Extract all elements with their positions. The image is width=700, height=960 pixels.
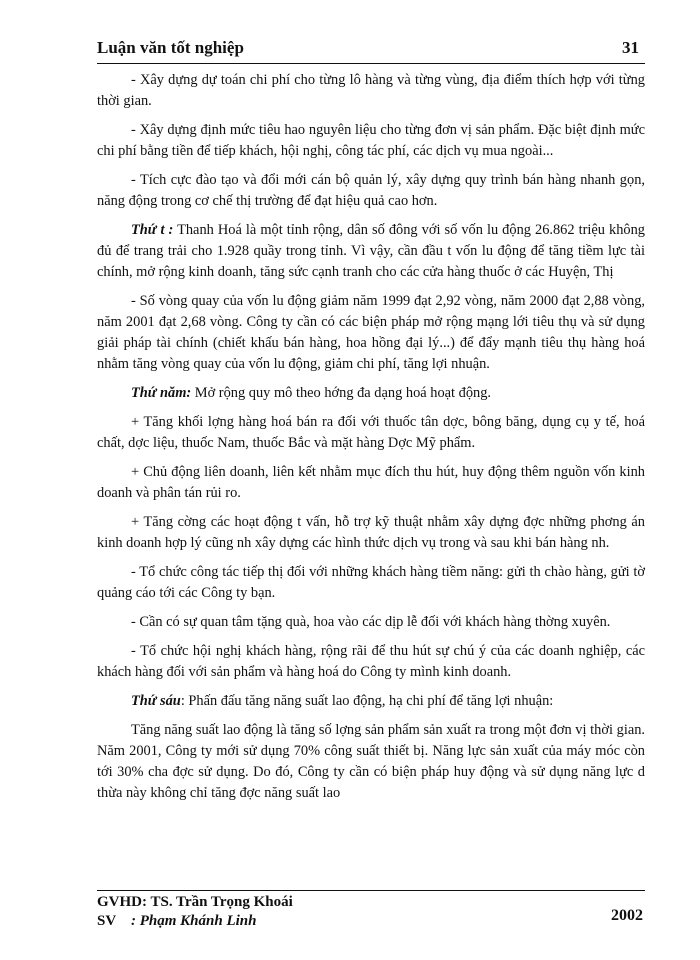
paragraph-thu-nam: Thứ năm: Mở rộng quy mô theo hớng đa dạng hoá hoạt động.: [131, 385, 491, 401]
student-label: SV: [97, 913, 117, 929]
paragraph: - Số vòng quay của vốn lu động giảm năm 1999 đạt 2,92 vòng, năm 2000 đạt 2,88 vòng, năm 2001 đạt 2,68 vòng. Công ty cần có các biện pháp mở rộng mạng lới tiêu thụ và sử dụng giải pháp tài chính (chiết khấu bán hàng, hoa hồng đại lý...) để đẩy mạnh tiêu thụ hàng hoá nhằm tăng vòng quay của vốn lu động, giảm chi phí, tăng lợi nhuận.: [97, 293, 645, 372]
footer-year: 2002: [611, 907, 643, 924]
page-number: 31: [622, 38, 639, 57]
header-divider: [97, 63, 645, 64]
paragraph: - Cần có sự quan tâm tặng quà, hoa vào các dịp lễ đối với khách hàng thờng xuyên.: [131, 614, 611, 630]
paragraph-thu-tu: Thứ t : Thanh Hoá là một tỉnh rộng, dân số đông với số vốn lu động 26.862 triệu không đủ để trang trải cho 1.928 quầy trong tỉnh. Vì vậy, cần đầu t vốn lu động để tăng tiềm lực tài chính, mở rộng kinh doanh, tăng sức cạnh tranh cho các cửa hàng thuốc ở các Huyện, Thị: [97, 222, 646, 280]
paragraph: - Tổ chức hội nghị khách hàng, rộng rãi để thu hút sự chú ý của các doanh nghiệp, các khách hàng đối với sản phẩm và hàng hoá do Công ty mình kinh doanh.: [97, 643, 645, 680]
paragraph: + Tăng cờng các hoạt động t vấn, hỗ trợ kỹ thuật nhằm xây dựng đợc những phơng án kinh doanh hợp lý cũng nh xây dựng các hình thức dịch vụ trong và sau khi bán hàng nh.: [97, 514, 645, 551]
supervisor-line: GVHD: TS. Trần Trọng Khoái: [97, 894, 293, 910]
paragraph-thu-sau: Thứ sáu: Phấn đấu tăng năng suất lao động, hạ chi phí để tăng lợi nhuận:: [131, 693, 554, 709]
page-header: [97, 38, 639, 64]
document-title: Luận văn tốt nghiệp: [97, 38, 244, 57]
student-line: [97, 912, 645, 931]
section-lead: Thứ sáu: [131, 693, 181, 709]
page-footer: [97, 893, 645, 931]
footer-divider: [97, 890, 645, 891]
paragraph: - Xây dựng dự toán chi phí cho từng lô hàng và từng vùng, địa điểm thích hợp với từng thời gian.: [97, 72, 645, 109]
section-lead: Thứ t :: [131, 222, 174, 238]
paragraph: + Chủ động liên doanh, liên kết nhằm mục đích thu hút, huy động thêm nguồn vốn kinh doanh và phân tán rủi ro.: [97, 464, 645, 501]
student-name: : Phạm Khánh Linh: [131, 913, 257, 929]
paragraph: - Xây dựng định mức tiêu hao nguyên liệu cho từng đơn vị sản phẩm. Đặc biệt định mức chi phí bằng tiền để tiếp khách, hội nghị, công tác phí, các dịch vụ mua ngoài...: [97, 122, 645, 159]
paragraph: - Tổ chức công tác tiếp thị đối với những khách hàng tiềm năng: gửi th chào hàng, gửi tờ quảng cáo tới các Công ty bạn.: [97, 564, 645, 601]
body-text: [97, 70, 645, 812]
section-lead: Thứ năm:: [131, 385, 192, 401]
paragraph: Tăng năng suất lao động là tăng số lợng sản phẩm sản xuất ra trong một đơn vị thời gian. Năm 2001, Công ty mới sử dụng 70% công suất thiết bị. Năng lực sản xuất của máy móc còn tới 30% cha đợc sử dụng. Do đó, Công ty cần có biện pháp huy động và sử dụng năng lực d thừa này không chỉ tăng đợc năng suất lao: [97, 722, 645, 801]
paragraph: + Tăng khối lợng hàng hoá bán ra đối với thuốc tân dợc, bông băng, dụng cụ y tế, hoá chất, dợc liệu, thuốc Nam, thuốc Bắc và mặt hàng Dợc Mỹ phẩm.: [97, 414, 645, 451]
paragraph: - Tích cực đào tạo và đổi mới cán bộ quản lý, xây dựng quy trình bán hàng nhanh gọn, năng động trong cơ chế thị trường để đạt hiệu quả cao hơn.: [97, 172, 645, 209]
